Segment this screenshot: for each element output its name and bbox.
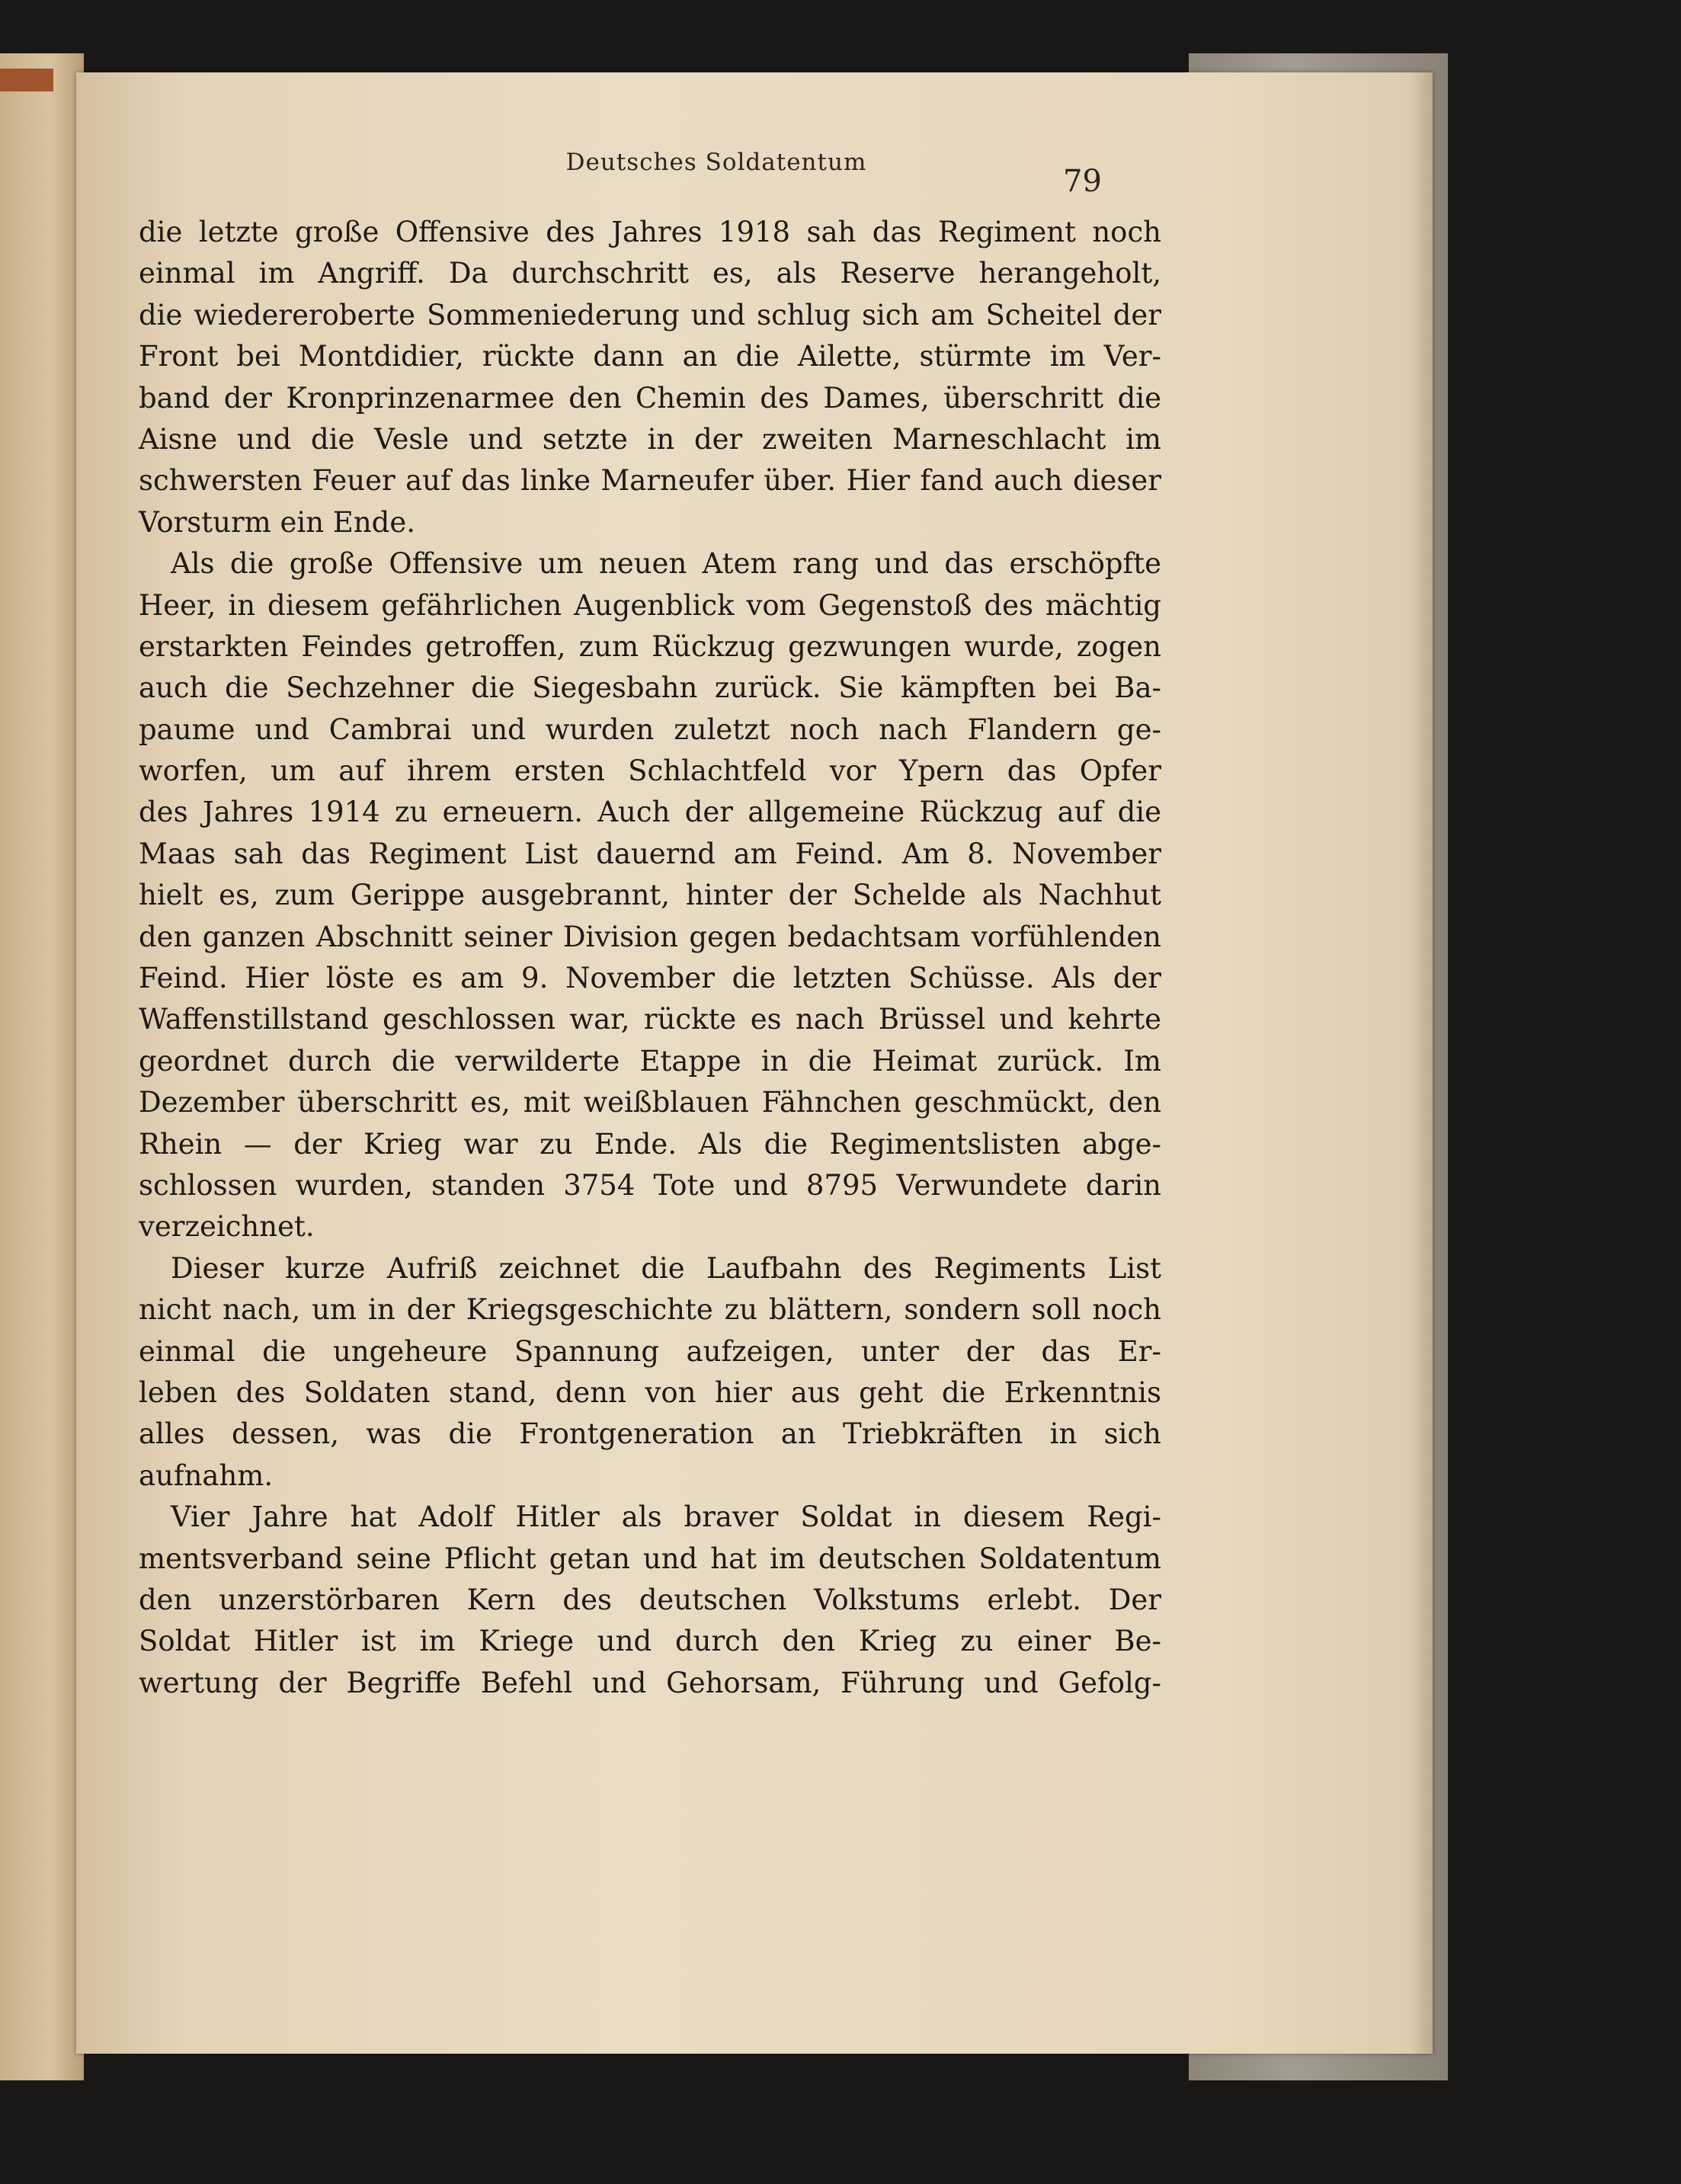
running-title: Deutsches Soldatentum <box>565 149 867 176</box>
text-line: band der Kronprinzenarmee den Chemin des Dames, überschritt die <box>139 381 1161 415</box>
text-line: Rhein — der Krieg war zu Ende. Als die Regimentslisten abge- <box>139 1127 1161 1161</box>
text-line: den ganzen Abschnitt seiner Division gegen bedachtsam vorfühlenden <box>139 920 1161 953</box>
text-line: alles dessen, was die Frontgeneration an Triebkräften in sich <box>139 1417 1161 1451</box>
text-line: den unzerstörbaren Kern des deutschen Volkstums erlebt. Der <box>139 1583 1161 1616</box>
text-line: verzeichnet. <box>139 1210 315 1244</box>
spine-band <box>0 69 53 91</box>
text-line: Maas sah das Regiment List dauernd am Feind. Am 8. November <box>139 837 1161 870</box>
text-line: Dezember überschritt es, mit weißblauen Fähnchen geschmückt, den <box>139 1086 1161 1119</box>
text-line: nicht nach, um in der Kriegsgeschichte zu blättern, sondern soll noch <box>139 1293 1161 1327</box>
text-line: schwersten Feuer auf das linke Marneufer über. Hier fand auch dieser <box>139 464 1161 498</box>
text-line: auch die Sechzehner die Siegesbahn zurück. Sie kämpften bei Ba- <box>139 671 1161 705</box>
text-line: Dieser kurze Aufriß zeichnet die Laufbahn des Regiments List <box>171 1251 1161 1285</box>
text-line: erstarkten Feindes getroffen, zum Rückzug gezwungen wurde, zogen <box>139 629 1161 663</box>
text-line: wertung der Begriffe Befehl und Gehorsam, Führung und Gefolg- <box>139 1666 1161 1699</box>
text-line: Als die große Offensive um neuen Atem rang und das erschöpfte <box>171 547 1161 581</box>
text-line: des Jahres 1914 zu erneuern. Auch der allgemeine Rückzug auf die <box>139 796 1161 829</box>
text-line: einmal die ungeheure Spannung aufzeigen, unter der das Er- <box>139 1334 1161 1368</box>
text-line: schlossen wurden, standen 3754 Tote und 8795 Verwundete darin <box>139 1168 1161 1202</box>
left-page-edge <box>0 53 84 2080</box>
text-line: Vorsturm ein Ende. <box>139 505 416 539</box>
text-line: Aisne und die Vesle und setzte in der zweiten Marneschlacht im <box>139 422 1161 456</box>
text-line: einmal im Angriff. Da durchschritt es, als Reserve herangeholt, <box>139 257 1161 290</box>
text-line: die letzte große Offensive des Jahres 1918 sah das Regiment noch <box>139 216 1161 248</box>
body-text <box>139 212 1161 1704</box>
text-line: Front bei Montdidier, rückte dann an die Ailette, stürmte im Ver- <box>139 340 1161 373</box>
text-line: die wiedereroberte Sommeniederung und schlug sich am Scheitel der <box>139 298 1161 331</box>
text-line: Vier Jahre hat Adolf Hitler als braver Soldat in diesem Regi- <box>171 1500 1161 1534</box>
text-line: worfen, um auf ihrem ersten Schlachtfeld vor Ypern das Opfer <box>139 754 1161 788</box>
page-number: 79 <box>1063 164 1102 199</box>
text-line: Soldat Hitler ist im Kriege und durch den Krieg zu einer Be- <box>139 1625 1161 1658</box>
text-line: Feind. Hier löste es am 9. November die letzten Schüsse. Als der <box>139 962 1161 995</box>
text-line: mentsverband seine Pflicht getan und hat im deutschen Soldatentum <box>139 1542 1161 1575</box>
text-line: aufnahm. <box>139 1459 274 1492</box>
text-line: hielt es, zum Gerippe ausgebrannt, hinter der Schelde als Nachhut <box>139 879 1161 912</box>
text-line: paume und Cambrai und wurden zuletzt noch nach Flandern ge- <box>139 713 1161 746</box>
text-line: Waffenstillstand geschlossen war, rückte es nach Brüssel und kehrte <box>139 1003 1161 1036</box>
text-line: Heer, in diesem gefährlichen Augenblick vom Gegenstoß des mächtig <box>139 588 1161 622</box>
text-line: leben des Soldaten stand, denn von hier aus geht die Erkenntnis <box>139 1375 1161 1409</box>
page-edge-shadow <box>1410 72 1433 2054</box>
text-line: geordnet durch die verwilderte Etappe in die Heimat zurück. Im <box>139 1044 1161 1078</box>
